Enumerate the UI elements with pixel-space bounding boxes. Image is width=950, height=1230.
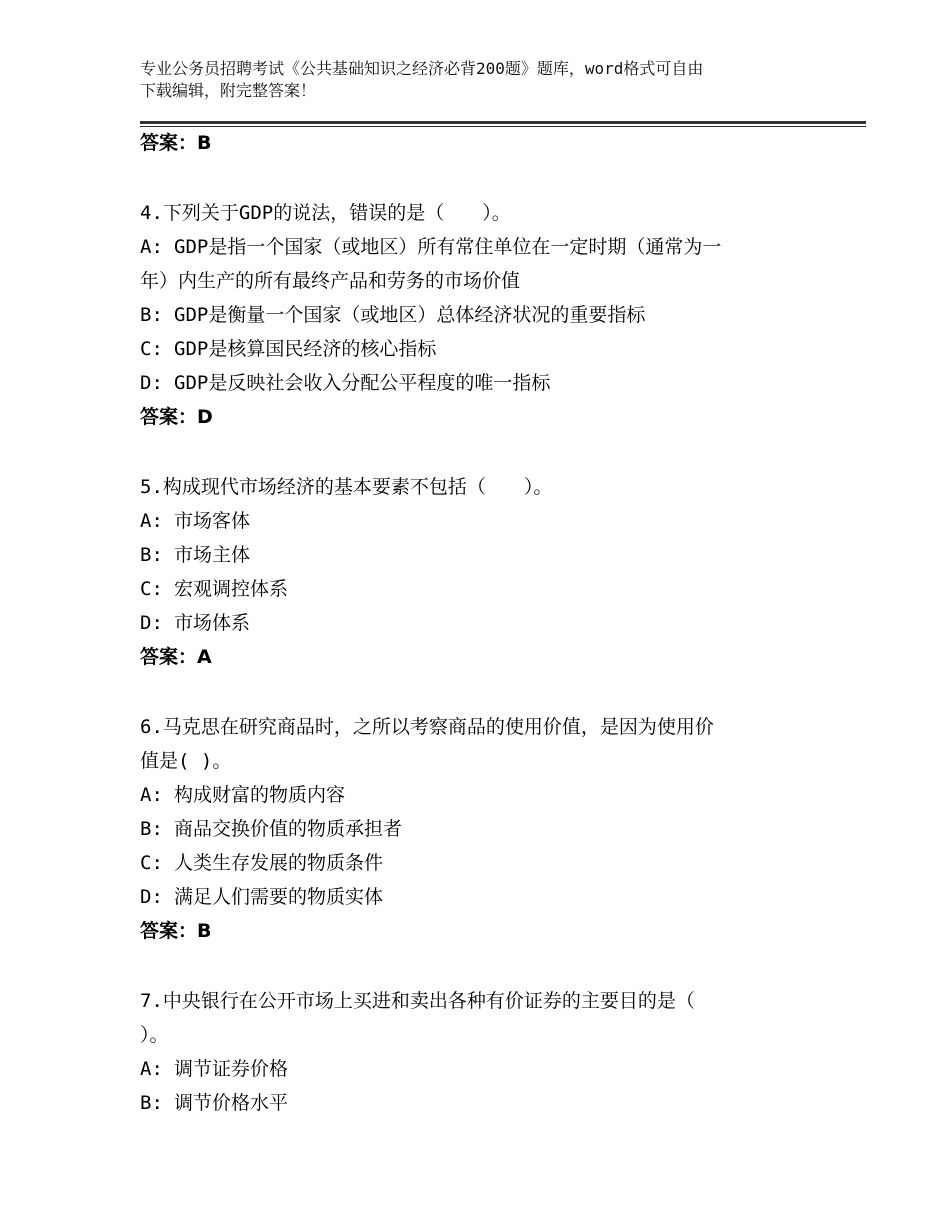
option-text: 年）内生产的所有最终产品和劳务的市场价值 bbox=[140, 270, 521, 292]
option-line bbox=[140, 264, 820, 298]
option-text: GDP是衡量一个国家（或地区）总体经济状况的重要指标 bbox=[174, 304, 646, 326]
option-line bbox=[140, 880, 820, 914]
page-header bbox=[140, 58, 810, 102]
option-line bbox=[140, 1052, 820, 1086]
option-line bbox=[140, 298, 820, 332]
option-label: A: bbox=[140, 784, 163, 806]
option-line bbox=[140, 846, 820, 880]
option-label: C: bbox=[140, 852, 163, 874]
header-line-2: 下载编辑，附完整答案！ bbox=[140, 81, 317, 100]
option-line bbox=[140, 606, 820, 640]
option-label: C: bbox=[140, 338, 163, 360]
question-stem: ）。 bbox=[140, 1024, 169, 1046]
option-label: A: bbox=[140, 1058, 163, 1080]
option-text: GDP是指一个国家（或地区）所有常住单位在一定时期（通常为一 bbox=[174, 236, 722, 258]
option-line bbox=[140, 1086, 820, 1120]
option-line bbox=[140, 538, 820, 572]
option-label: B: bbox=[140, 544, 163, 566]
question-stem: 值是( )。 bbox=[140, 750, 232, 772]
option-label: D: bbox=[140, 886, 163, 908]
option-text: 市场主体 bbox=[174, 544, 251, 566]
option-line bbox=[140, 504, 820, 538]
question-block bbox=[140, 710, 820, 948]
question-stem: 7.中央银行在公开市场上买进和卖出各种有价证券的主要目的是（ bbox=[140, 990, 695, 1012]
option-text: 调节证券价格 bbox=[174, 1058, 289, 1080]
option-label: B: bbox=[140, 1092, 163, 1114]
question-block bbox=[140, 196, 820, 434]
option-text: 宏观调控体系 bbox=[174, 578, 289, 600]
option-label: D: bbox=[140, 372, 163, 394]
question-stem: 4.下列关于GDP的说法，错误的是（ ）。 bbox=[140, 202, 511, 224]
option-text: 满足人们需要的物质实体 bbox=[174, 886, 384, 908]
option-text: 市场体系 bbox=[174, 612, 251, 634]
answer: 答案：A bbox=[140, 646, 212, 668]
answer: 答案：B bbox=[140, 920, 212, 942]
option-text: GDP是反映社会收入分配公平程度的唯一指标 bbox=[174, 372, 551, 394]
option-label: D: bbox=[140, 612, 163, 634]
option-line bbox=[140, 366, 820, 400]
question-stem: 5.构成现代市场经济的基本要素不包括（ ）。 bbox=[140, 476, 553, 498]
option-line bbox=[140, 230, 820, 264]
option-line bbox=[140, 812, 820, 846]
question-block bbox=[140, 984, 820, 1120]
header-rule-thick bbox=[140, 121, 866, 124]
option-line bbox=[140, 778, 820, 812]
option-line bbox=[140, 332, 820, 366]
answer: 答案：D bbox=[140, 406, 213, 428]
option-text: GDP是核算国民经济的核心指标 bbox=[174, 338, 437, 360]
option-label: C: bbox=[140, 578, 163, 600]
option-text: 构成财富的物质内容 bbox=[174, 784, 346, 806]
question-stem: 6.马克思在研究商品时，之所以考察商品的使用价值，是因为使用价 bbox=[140, 716, 714, 738]
option-label: B: bbox=[140, 304, 163, 326]
question-list bbox=[140, 126, 820, 1120]
question-block bbox=[140, 470, 820, 674]
option-text: 调节价格水平 bbox=[174, 1092, 289, 1114]
option-label: A: bbox=[140, 236, 163, 258]
option-text: 人类生存发展的物质条件 bbox=[174, 852, 384, 874]
header-line-1: 专业公务员招聘考试《公共基础知识之经济必背200题》题库，word格式可自由 bbox=[140, 59, 704, 78]
option-text: 市场客体 bbox=[174, 510, 251, 532]
previous-answer: 答案：B bbox=[140, 132, 212, 154]
option-label: B: bbox=[140, 818, 163, 840]
questions-container bbox=[140, 196, 820, 1120]
option-label: A: bbox=[140, 510, 163, 532]
option-line bbox=[140, 572, 820, 606]
option-text: 商品交换价值的物质承担者 bbox=[174, 818, 403, 840]
